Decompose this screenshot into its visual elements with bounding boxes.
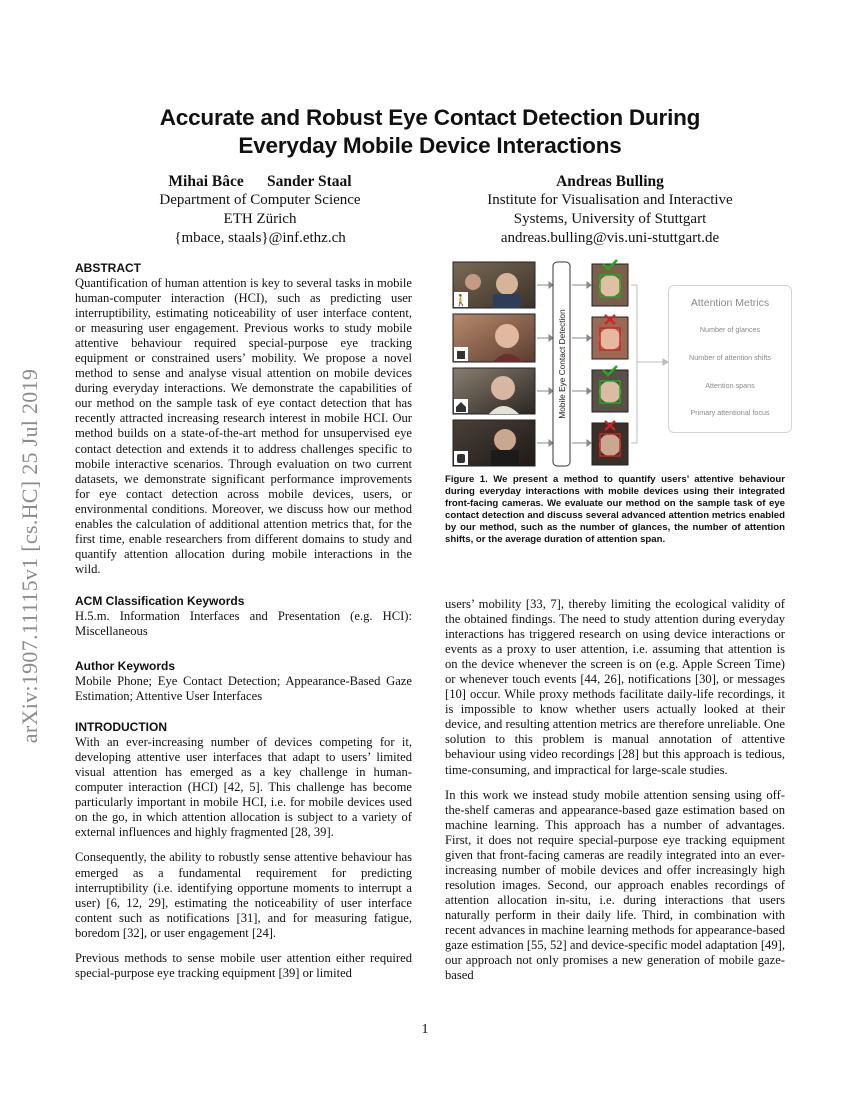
author-names-left: Mihai Bâce Sander Staal — [168, 173, 352, 190]
intro-paragraph-3: Previous methods to sense mobile user attention either required special-purpose eye tracking equipment [39] or limited — [75, 950, 412, 980]
scene-home — [453, 368, 535, 414]
abstract-text: Quantification of human attention is key to several tasks in mobile human-computer interaction (HCI), such as predicting user interruptibility, estimating noticeability of user interface content, or measuring user engagement. Previous works to study mobile attentive behaviour required special-purpose eye tracking equipment or constrained users’ mobility. We propose a novel method to sense and analyse visual attention on mobile devices during everyday interactions. We demonstrate the capabilities of our method on the sample task of eye contact detection that has recently attracted increasing research interest in mobile HCI. Our method builds on a state-of-the-art method for unsupervised eye contact detection and extends it to address challenges specific to mobile interactive scenarios. Through evaluation on two current datasets, we demonstrate significant performance improvements for eye contact detection across mobile devices, users, or environmental conditions. Moreover, we discuss how our method enables the calculation of additional attention metrics that, for the first time, enable researchers from different domains to study and quantify attention allocation during mobile interactions in the wild. — [75, 276, 412, 576]
author-affiliation-right-1: Institute for Visualisation and Interactive — [487, 192, 733, 208]
face-crop-1 — [592, 260, 628, 306]
scene-walking — [453, 262, 535, 308]
acm-heading: ACM Classification Keywords — [75, 593, 245, 608]
author-affiliation-right-2: Systems, University of Stuttgart — [513, 211, 707, 227]
metrics-bracket — [631, 285, 668, 443]
detector-label: Mobile Eye Contact Detection — [557, 309, 567, 419]
keywords-text: Mobile Phone; Eye Contact Detection; Appearance-Based Gaze Estimation; Attentive User Interfaces — [75, 674, 412, 704]
metric-item: Number of attention shifts — [689, 353, 771, 362]
metric-item: Number of glances — [699, 325, 761, 334]
metric-item: Primary attentional focus — [690, 408, 770, 417]
metric-item: Attention spans — [705, 381, 755, 390]
author-name-right: Andreas Bulling — [556, 173, 664, 190]
title-line-2: Everyday Mobile Device Interactions — [238, 133, 622, 158]
intro-paragraph-1: With an ever-increasing number of devices competing for it, developing attentive user interfaces that adapt to users’ limited visual attention has emerged as a key challenge in human-computer interaction (HCI) [42, 5]. This challenge has become particularly important in mobile HCI, i.e. for mobile devices used on the go, in which attention allocation is subject to a variety of external influences and highly fragmented [28, 39]. — [75, 735, 412, 840]
attention-metrics-title: Attention Metrics — [690, 297, 770, 309]
arxiv-id: arXiv:1907.11115v1 [cs.HC] 25 Jul 2019 — [17, 368, 42, 744]
acm-text: H.5.m. Information Interfaces and Presentation (e.g. HCI): Miscellaneous — [75, 608, 412, 638]
author-block-left — [105, 172, 415, 248]
abstract-heading: ABSTRACT — [75, 261, 141, 275]
left-column — [75, 261, 412, 981]
intro-paragraph-2: Consequently, the ability to robustly sense attentive behaviour has emerged as a fundamental requirement for predicting interruptibility (i.e. identifying opportune moments to interrupt a user) [6, 12, 29], estimating the noticeability of user interface content such as notifications [31], and for measuring fatigue, boredom [32], or user engagement [24]. — [75, 850, 412, 940]
keywords-heading: Author Keywords — [75, 659, 176, 674]
scene-transit — [453, 420, 535, 466]
right-column — [445, 597, 785, 983]
face-crop-4 — [592, 421, 628, 465]
svg-text:🚶: 🚶 — [454, 294, 468, 307]
figure-1-caption: Figure 1. We present a method to quantify users’ attentive behaviour during everyday interactions with mobile devices using their integrated front-facing cameras. We evaluate our method on the sample task of eye contact detection and discuss several advanced attention metrics enabled by our method, such as the number of glances, the number of attention shifts, or the average duration of attention span. — [445, 474, 785, 545]
author-block-right — [445, 172, 775, 248]
author-email-left: {mbace, staals}@inf.ethz.ch — [174, 230, 346, 246]
arxiv-stamp — [10, 296, 50, 816]
author-email-right: andreas.bulling@vis.uni-stuttgart.de — [500, 230, 720, 246]
attention-metrics-box — [668, 285, 792, 433]
introduction-heading: INTRODUCTION — [75, 720, 167, 735]
title-line-1: Accurate and Robust Eye Contact Detection During — [159, 105, 701, 130]
input-arrows — [537, 282, 553, 446]
scene-office — [453, 314, 535, 362]
author-institution-left: ETH Zürich — [223, 211, 297, 227]
page-number: 1 — [421, 1022, 429, 1037]
author-affiliation-left: Department of Computer Science — [159, 192, 361, 208]
output-arrows — [572, 282, 591, 446]
right-paragraph-1: users’ mobility [33, 7], thereby limiting the ecological validity of the obtained findings. The need to study attention during everyday interactions has triggered research on using device interactions or events as a proxy to user attention, i.e. assuming that attention is on the device whenever the screen is on (e.g. Apple Screen Time) or whenever touch events [44, 26], notifications [30], or messages [10] occur. While proxy methods facilitate daily-life recordings, it is impossible to know whether users actually looked at their device, and resulting attention metrics are therefore unreliable. One solution to this problem is manual annotation of attentive behaviour using video recordings [28] but this approach is tedious, time-consuming, and impractical for large-scale studies. — [445, 597, 785, 777]
face-crop-2 — [592, 315, 628, 359]
right-paragraph-2: In this work we instead study mobile attention sensing using off-the-shelf cameras and appearance-based gaze estimation based on machine learning. This approach has a number of advantages. First, it does not require special-purpose eye tracking equipment given that front-facing cameras are readily integrated into an ever-increasing number of mobile devices and offer increasingly high resolution images. Second, our approach enables recordings of attention allocation in-situ, i.e. during interactions that users naturally perform in their daily life. Third, in combination with recent advances in machine learning methods for appearance-based gaze estimation [55, 52] and device-specific model adaptation [49], our approach not only promises a new generation of mobile gaze-based — [445, 787, 785, 983]
paper-title — [60, 104, 800, 160]
face-crop-3 — [592, 366, 628, 412]
